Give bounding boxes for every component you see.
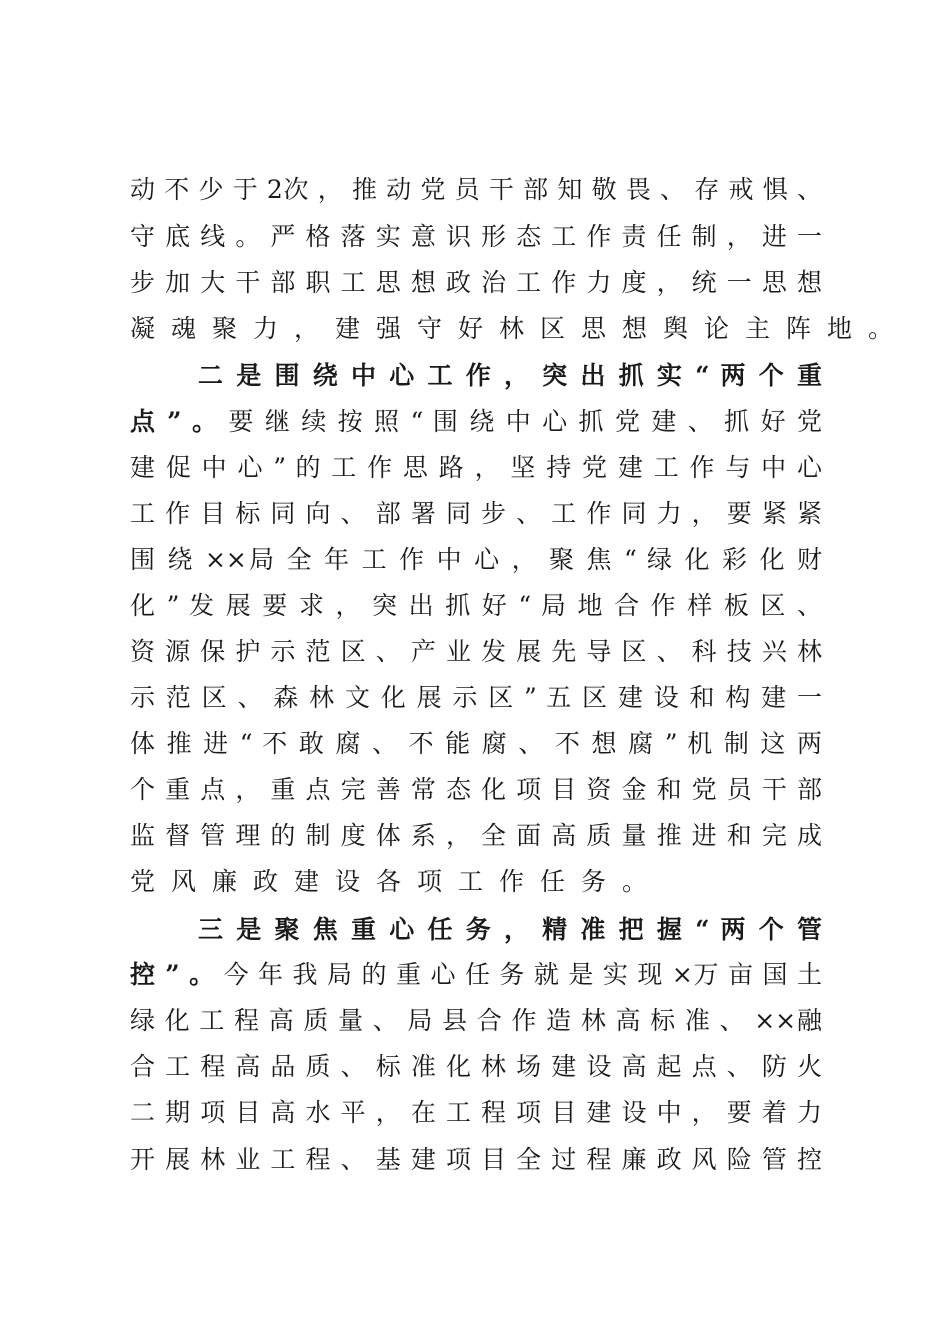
text-line: 绿 化 工 程 高 质 量 、 局 县 合 作 造 林 高 标 准 、 ××融	[130, 1006, 822, 1035]
text-line: 示 范 区 、 森 林 文 化 展 示 区 ” 五 区 建 设 和 构 建 一	[130, 683, 822, 712]
text-line: 围 绕 ××局 全 年 工 作 中 心 ， 聚 焦 “ 绿 化 彩 化 财	[130, 545, 822, 574]
text-line: 资 源 保 护 示 范 区 、 产 业 发 展 先 导 区 、 科 技 兴 林	[130, 637, 822, 666]
text-line: 党风廉政建设各项工作任务。	[130, 867, 664, 896]
text-line: 个 重 点 ， 重 点 完 善 常 态 化 项 目 资 金 和 党 员 干 部	[130, 775, 822, 804]
text-line: 体 推 进 “ 不 敢 腐 、 不 能 腐 、 不 想 腐 ” 机 制 这 两	[130, 729, 822, 758]
text-line: 合 工 程 高 品 质 、 标 准 化 林 场 建 设 高 起 点 、 防 火	[130, 1052, 822, 1081]
text-line: 工 作 目 标 同 向 、 部 署 同 步 、 工 作 同 力 ， 要 紧 紧	[130, 499, 822, 528]
text-run: 今 年 我 局 的 重 心 任 务 就 是 实 现 ×万 亩 国 土	[223, 960, 822, 989]
text-line	[130, 955, 822, 995]
text-line: 守 底 线 。 严 格 落 实 意 识 形 态 工 作 责 任 制 ， 进 一	[130, 222, 822, 251]
section-heading-two: 二 是 围 绕 中 心 工 作 ， 突 出 抓 实 “ 两 个 重	[198, 361, 822, 390]
section-heading-two-end: 点 ” 。	[130, 407, 219, 436]
text-line: 动 不 少 于 2次 ， 推 动 党 员 干 部 知 敬 畏 、 存 戒 惧 、	[130, 175, 822, 204]
text-line: 凝魂聚力，建强守好林区思想舆论主阵地。	[130, 314, 910, 343]
text-line: 步 加 大 干 部 职 工 思 想 政 治 工 作 力 度 ， 统 一 思 想	[130, 268, 822, 297]
text-line: 化 ” 发 展 要 求 ， 突 出 抓 好 “ 局 地 合 作 样 板 区 、	[130, 591, 822, 620]
text-line	[130, 402, 822, 442]
text-line: 监 督 管 理 的 制 度 体 系 ， 全 面 高 质 量 推 进 和 完 成	[130, 821, 822, 850]
section-heading-three: 三 是 聚 焦 重 心 任 务 ， 精 准 把 握 “ 两 个 管	[198, 915, 822, 944]
text-run: 要 继 续 按 照 “ 围 绕 中 心 抓 党 建 、 抓 好 党	[228, 407, 822, 436]
section-heading-three-end: 控 ” 。	[130, 960, 215, 989]
text-line: 建 促 中 心 ” 的 工 作 思 路 ， 坚 持 党 建 工 作 与 中 心	[130, 453, 822, 482]
text-line: 二 期 项 目 高 水 平 ， 在 工 程 项 目 建 设 中 ， 要 着 力	[130, 1098, 822, 1127]
text-line: 开 展 林 业 工 程 、 基 建 项 目 全 过 程 廉 政 风 险 管 控	[130, 1145, 822, 1174]
